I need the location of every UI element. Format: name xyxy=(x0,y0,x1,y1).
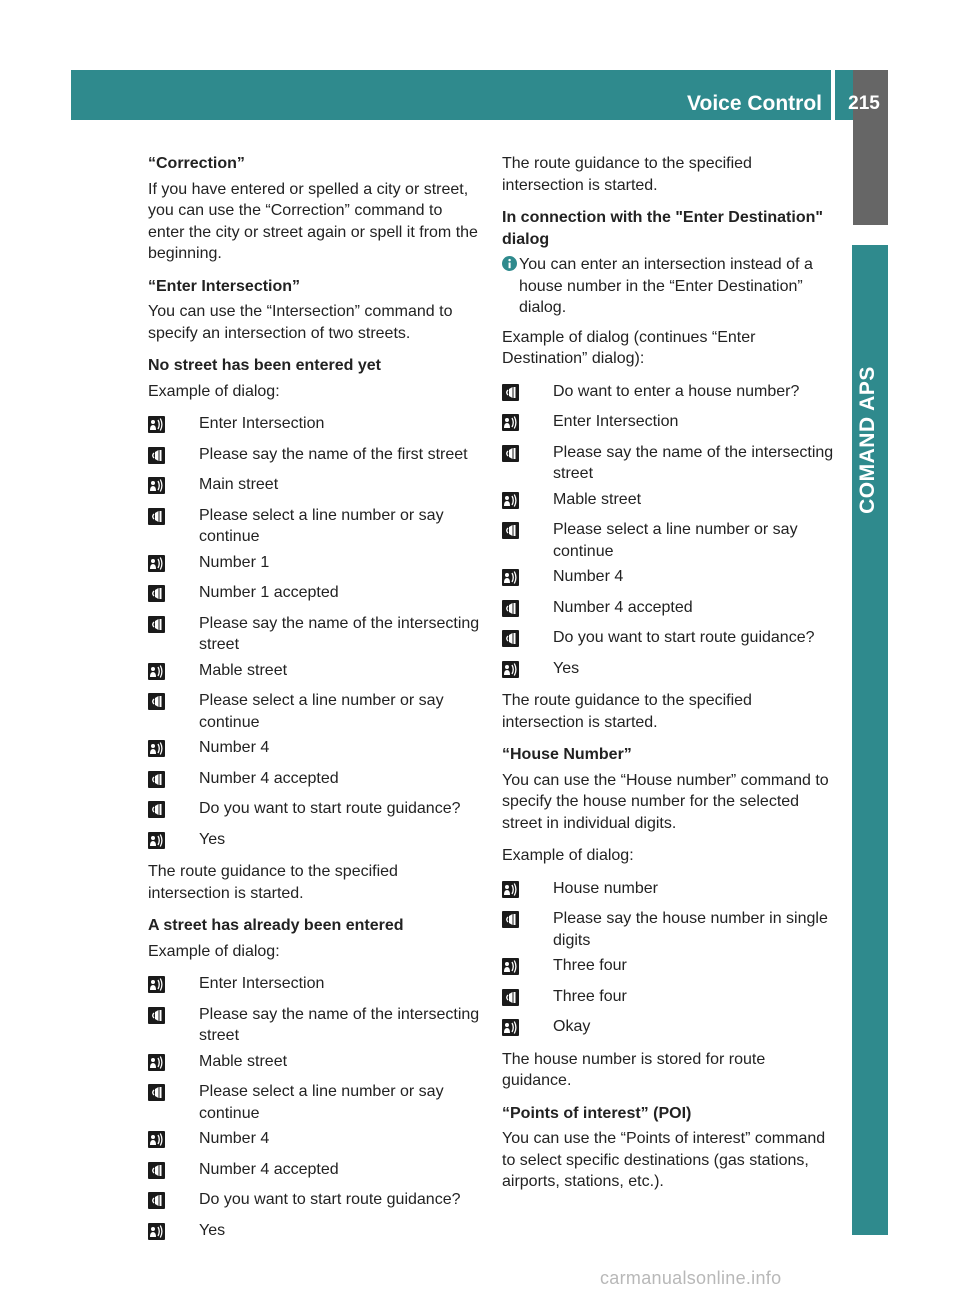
dialog-line xyxy=(148,1081,483,1124)
intersection-body: You can use the “Intersection” command to specify an intersection of two streets. xyxy=(148,303,453,342)
system-voice-icon xyxy=(502,597,553,624)
dialog-line xyxy=(502,908,837,951)
dialog-line-text: House number xyxy=(553,879,658,897)
dialog-line xyxy=(148,1220,483,1247)
speaker-voice-icon xyxy=(148,829,199,856)
dialog-line-text: Please say the name of the intersecting street xyxy=(199,1005,480,1044)
dialog-line-text: Do want to enter a house number? xyxy=(553,382,800,400)
dialog-line xyxy=(502,627,837,654)
watermark: carmanualsonline.info xyxy=(600,1268,782,1288)
intersection-heading: “Enter Intersection” xyxy=(148,277,301,295)
speaker-voice-icon xyxy=(148,660,199,687)
dialog-line-text: Enter Intersection xyxy=(199,975,325,992)
dialog-line xyxy=(148,798,483,825)
right-column xyxy=(502,153,837,1204)
dialog-list xyxy=(502,878,837,1043)
dialog-line xyxy=(148,1051,483,1078)
destination-example-label: Example of dialog (continues “Enter Destination” dialog): xyxy=(502,328,756,367)
dialog-line xyxy=(148,1159,483,1186)
speaker-voice-icon xyxy=(502,1016,553,1043)
dialog-line xyxy=(148,1189,483,1216)
section-title: Voice Control xyxy=(687,92,822,115)
speaker-voice-icon xyxy=(148,413,199,440)
speaker-voice-icon xyxy=(148,474,199,501)
system-voice-icon xyxy=(148,1081,199,1108)
dialog-line xyxy=(148,413,483,440)
system-voice-icon xyxy=(148,1004,199,1031)
dialog-line-text: Please select a line number or say continue xyxy=(199,692,444,731)
after-dialog-text: The house number is stored for route guidance. xyxy=(502,1050,766,1089)
no-street-example-label: Example of dialog: xyxy=(148,382,280,400)
page-number: 215 xyxy=(848,93,880,114)
dialog-line xyxy=(148,737,483,764)
dialog-line-text: Three four xyxy=(553,957,627,974)
speaker-voice-icon xyxy=(148,1128,199,1155)
dialog-line-text: Number 1 accepted xyxy=(199,584,339,601)
dialog-line xyxy=(502,489,837,516)
speaker-voice-icon xyxy=(148,737,199,764)
dialog-line xyxy=(148,505,483,548)
dialog-list xyxy=(502,381,837,685)
dialog-line xyxy=(502,519,837,562)
system-voice-icon xyxy=(502,986,553,1013)
after-dialog-text: The route guidance to the specified intersection is started. xyxy=(148,863,398,902)
dialog-line-text: Number 4 accepted xyxy=(553,598,693,616)
dialog-line-text: Do you want to start route guidance? xyxy=(199,1191,461,1208)
route-started-text: The route guidance to the specified intersection is started. xyxy=(502,155,752,194)
dialog-line-text: Please select a line number or say continue xyxy=(199,1083,444,1122)
dialog-line xyxy=(502,442,837,485)
dialog-line xyxy=(502,381,837,408)
dialog-line xyxy=(148,552,483,579)
dialog-line-text: Please select a line number or say continue xyxy=(553,521,798,560)
speaker-voice-icon xyxy=(148,973,199,1000)
dialog-line xyxy=(148,829,483,856)
chapter-tab-label: COMAND APS xyxy=(856,366,879,514)
dialog-line xyxy=(502,1016,837,1043)
system-voice-icon xyxy=(148,768,199,795)
dialog-line xyxy=(502,658,837,685)
dialog-list xyxy=(148,413,483,855)
dialog-line-text: Do you want to start route guidance? xyxy=(199,800,461,817)
system-voice-icon xyxy=(148,444,199,471)
system-voice-icon xyxy=(502,908,553,935)
left-column xyxy=(148,153,483,1252)
dialog-line xyxy=(148,613,483,656)
dialog-line-text: Enter Intersection xyxy=(553,413,679,430)
speaker-voice-icon xyxy=(502,411,553,438)
dialog-line-text: Number 4 accepted xyxy=(199,1160,339,1178)
system-voice-icon xyxy=(148,505,199,532)
street-entered-example-label: Example of dialog: xyxy=(148,942,280,960)
header-divider xyxy=(831,70,835,120)
dialog-line xyxy=(502,566,837,593)
dialog-line-text: Please say the house number in single digits xyxy=(553,910,828,949)
dialog-line xyxy=(502,986,837,1013)
dialog-line xyxy=(148,582,483,609)
dialog-line-text: Mable street xyxy=(199,1052,288,1070)
dialog-line xyxy=(148,474,483,501)
house-example-label: Example of dialog: xyxy=(502,847,634,864)
dialog-line-text: Number 4 xyxy=(553,568,624,585)
dialog-line-text: Please say the name of the intersecting street xyxy=(553,443,834,482)
system-voice-icon xyxy=(148,1159,199,1186)
dialog-line xyxy=(502,597,837,624)
dialog-line xyxy=(502,411,837,438)
dialog-line-text: Yes xyxy=(199,1221,226,1239)
system-voice-icon xyxy=(148,582,199,609)
system-voice-icon xyxy=(502,442,553,469)
dialog-line-text: Number 4 xyxy=(199,1130,270,1147)
dialog-line-text: Number 4 xyxy=(199,739,270,756)
dialog-line-text: Yes xyxy=(199,830,226,848)
street-entered-heading: A street has already been entered xyxy=(148,917,404,934)
system-voice-icon xyxy=(148,1189,199,1216)
info-icon xyxy=(502,254,519,278)
system-voice-icon xyxy=(502,381,553,408)
system-voice-icon xyxy=(148,798,199,825)
no-street-heading: No street has been entered yet xyxy=(148,357,381,374)
info-note-text: You can enter an intersection instead of a house number in the “Enter Destination” dialog. xyxy=(519,256,813,316)
dialog-line xyxy=(148,1004,483,1047)
dialog-line xyxy=(148,660,483,687)
speaker-voice-icon xyxy=(502,489,553,516)
correction-heading: “Correction” xyxy=(148,155,245,172)
system-voice-icon xyxy=(502,519,553,546)
dialog-line xyxy=(502,955,837,982)
dialog-line-text: Number 1 xyxy=(199,553,270,571)
system-voice-icon xyxy=(148,690,199,717)
speaker-voice-icon xyxy=(148,552,199,579)
chapter-tab-label-wrap xyxy=(838,366,898,514)
house-number-body: You can use the “House number” command to specify the house number for the selected street in individual digits. xyxy=(502,771,829,832)
poi-heading: “Points of interest” (POI) xyxy=(502,1104,692,1122)
dialog-line-text: Main street xyxy=(199,476,279,493)
speaker-voice-icon xyxy=(148,1220,199,1247)
dialog-line xyxy=(148,444,483,471)
dialog-line xyxy=(148,690,483,733)
poi-body: You can use the “Points of interest” command to select specific destinations (gas stations, airports, stations, etc.). xyxy=(502,1130,826,1190)
dialog-line xyxy=(148,768,483,795)
enter-destination-heading: In connection with the "Enter Destination" dialog xyxy=(502,209,823,248)
dialog-line-text: Number 4 accepted xyxy=(199,769,339,787)
system-voice-icon xyxy=(148,613,199,640)
dialog-line xyxy=(502,878,837,905)
dialog-line xyxy=(148,973,483,1000)
dialog-line-text: Do you want to start route guidance? xyxy=(553,629,815,646)
speaker-voice-icon xyxy=(502,566,553,593)
dialog-line-text: Please select a line number or say continue xyxy=(199,506,444,545)
correction-body: If you have entered or spelled a city or street, you can use the “Correction” command to enter the city or street again or spell it from the beginning. xyxy=(148,180,478,262)
speaker-voice-icon xyxy=(502,658,553,685)
dialog-line-text: Mable street xyxy=(553,490,642,508)
dialog-line-text: Yes xyxy=(553,659,580,677)
house-number-heading: “House Number” xyxy=(502,746,632,763)
dialog-line-text: Okay xyxy=(553,1018,591,1035)
speaker-voice-icon xyxy=(148,1051,199,1078)
dialog-line-text: Enter Intersection xyxy=(199,415,325,432)
dialog-list xyxy=(148,973,483,1246)
dialog-line-text: Please say the name of the intersecting street xyxy=(199,614,480,653)
after-dialog-text: The route guidance to the specified intersection is started. xyxy=(502,692,752,731)
dialog-line-text: Mable street xyxy=(199,661,288,679)
speaker-voice-icon xyxy=(502,955,553,982)
speaker-voice-icon xyxy=(502,878,553,905)
info-note xyxy=(502,254,837,319)
dialog-line xyxy=(148,1128,483,1155)
dialog-line-text: Please say the name of the first street xyxy=(199,445,468,463)
system-voice-icon xyxy=(502,627,553,654)
dialog-line-text: Three four xyxy=(553,987,627,1005)
